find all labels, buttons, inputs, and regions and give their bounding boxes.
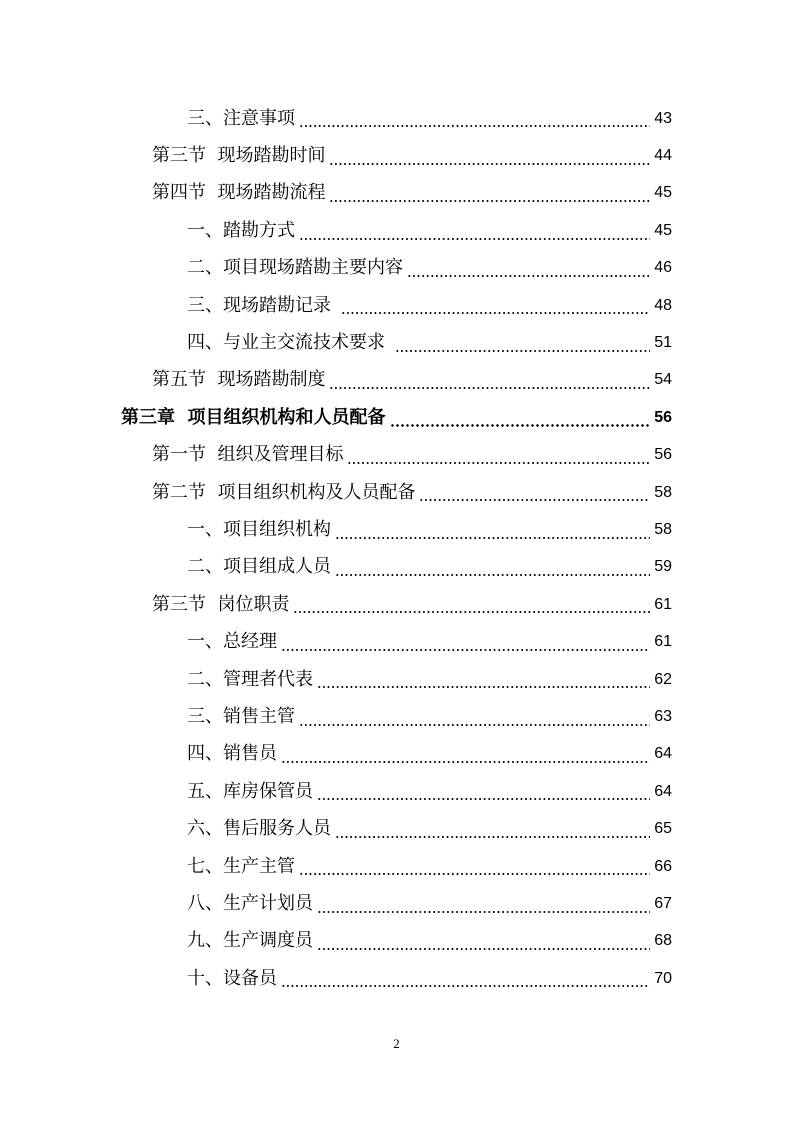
toc-entry-page: 68 bbox=[654, 932, 672, 950]
toc-entry-title: 第二节 项目组织机构及人员配备 bbox=[152, 481, 416, 503]
toc-entry[interactable] bbox=[0, 960, 793, 997]
dot-leader bbox=[281, 761, 650, 763]
dot-leader bbox=[419, 499, 650, 501]
toc-entry[interactable] bbox=[0, 661, 793, 698]
toc-entry-title: 八、生产计划员 bbox=[187, 892, 313, 914]
toc-entry-title: 第三章 项目组织机构和人员配备 bbox=[121, 406, 386, 428]
toc-entry[interactable] bbox=[0, 623, 793, 660]
toc-entry-page: 70 bbox=[654, 969, 672, 987]
page-number: 2 bbox=[393, 1036, 400, 1051]
toc-entry-page: 61 bbox=[654, 595, 672, 613]
toc-entry[interactable] bbox=[0, 885, 793, 922]
dot-leader bbox=[299, 724, 650, 726]
toc-entry-title: 七、生产主管 bbox=[187, 855, 295, 877]
dot-leader bbox=[407, 275, 650, 277]
dot-leader bbox=[335, 574, 650, 576]
dot-leader bbox=[317, 798, 650, 800]
toc-entry-page: 46 bbox=[654, 259, 672, 277]
toc-entry-page: 44 bbox=[654, 147, 672, 165]
toc-entry[interactable] bbox=[0, 549, 793, 586]
dot-leader bbox=[299, 125, 650, 127]
dot-leader bbox=[390, 424, 651, 427]
toc-entry-title: 第三节 岗位职责 bbox=[152, 593, 290, 615]
toc-entry[interactable] bbox=[0, 474, 793, 511]
dot-leader bbox=[329, 163, 650, 165]
toc-entry[interactable] bbox=[0, 698, 793, 735]
toc-entry-title: 二、项目组成人员 bbox=[187, 556, 331, 578]
toc-entry[interactable] bbox=[0, 923, 793, 960]
toc-entry-page: 56 bbox=[654, 446, 672, 464]
toc-entry[interactable] bbox=[0, 137, 793, 174]
dot-leader bbox=[281, 649, 650, 651]
toc-entry-title: 第五节 现场踏勘制度 bbox=[152, 369, 326, 391]
toc-entry[interactable] bbox=[0, 100, 793, 137]
toc-entry-page: 63 bbox=[654, 707, 672, 725]
toc-entry-page: 54 bbox=[654, 371, 672, 389]
dot-leader bbox=[281, 985, 650, 987]
dot-leader bbox=[395, 350, 650, 352]
toc-entry-title: 四、与业主交流技术要求 bbox=[187, 332, 391, 354]
toc-entry[interactable] bbox=[0, 773, 793, 810]
toc-entry-page: 64 bbox=[654, 782, 672, 800]
toc-entry-title: 第一节 组织及管理目标 bbox=[152, 444, 344, 466]
toc-entry[interactable] bbox=[0, 287, 793, 324]
toc-entry-title: 九、生产调度员 bbox=[187, 930, 313, 952]
toc-entry[interactable] bbox=[0, 511, 793, 548]
toc-entry-page: 64 bbox=[654, 745, 672, 763]
dot-leader bbox=[347, 462, 650, 464]
toc-entry-page: 65 bbox=[654, 820, 672, 838]
dot-leader bbox=[299, 238, 650, 240]
toc-entry-page: 58 bbox=[654, 483, 672, 501]
toc-entry[interactable] bbox=[0, 437, 793, 474]
toc-entry-title: 第三节 现场踏勘时间 bbox=[152, 145, 326, 167]
toc-entry-title: 三、现场踏勘记录 bbox=[187, 294, 337, 316]
dot-leader bbox=[341, 312, 650, 314]
toc-entry-title: 三、销售主管 bbox=[187, 705, 295, 727]
toc-chapter-entry[interactable] bbox=[0, 399, 793, 436]
toc-entry-page: 48 bbox=[654, 296, 672, 314]
toc-entry-title: 十、设备员 bbox=[187, 967, 277, 989]
toc-entry-page: 45 bbox=[654, 184, 672, 202]
dot-leader bbox=[317, 948, 650, 950]
toc-entry-title: 四、销售员 bbox=[187, 743, 277, 765]
dot-leader bbox=[329, 387, 650, 389]
toc-entry[interactable] bbox=[0, 586, 793, 623]
dot-leader bbox=[299, 873, 650, 875]
toc-entry-title: 五、库房保管员 bbox=[187, 780, 313, 802]
toc-entry-page: 62 bbox=[654, 670, 672, 688]
toc-entry[interactable] bbox=[0, 212, 793, 249]
toc-entry-title: 一、踏勘方式 bbox=[187, 219, 295, 241]
toc-entry[interactable] bbox=[0, 175, 793, 212]
toc-entry-page: 56 bbox=[654, 408, 672, 426]
toc-entry-page: 43 bbox=[654, 109, 672, 127]
dot-leader bbox=[335, 836, 650, 838]
toc-entry-page: 66 bbox=[654, 857, 672, 875]
toc-entry-page: 59 bbox=[654, 558, 672, 576]
dot-leader bbox=[317, 686, 650, 688]
dot-leader bbox=[329, 200, 650, 202]
toc-entry-title: 二、项目现场踏勘主要内容 bbox=[187, 257, 403, 279]
toc-entry-title: 一、项目组织机构 bbox=[187, 518, 331, 540]
toc-entry-title: 三、注意事项 bbox=[187, 107, 295, 129]
toc-entry[interactable] bbox=[0, 250, 793, 287]
toc-entry[interactable] bbox=[0, 848, 793, 885]
toc-entry-page: 45 bbox=[654, 221, 672, 239]
dot-leader bbox=[317, 911, 650, 913]
toc-entry[interactable] bbox=[0, 736, 793, 773]
toc-entry[interactable] bbox=[0, 810, 793, 847]
toc-entry-title: 第四节 现场踏勘流程 bbox=[152, 182, 326, 204]
toc-entry-page: 58 bbox=[654, 520, 672, 538]
dot-leader bbox=[293, 611, 650, 613]
dot-leader bbox=[335, 537, 650, 539]
toc-entry[interactable] bbox=[0, 362, 793, 399]
toc-entry-title: 二、管理者代表 bbox=[187, 668, 313, 690]
toc-entry-title: 一、总经理 bbox=[187, 631, 277, 653]
table-of-contents bbox=[0, 100, 793, 997]
toc-entry[interactable] bbox=[0, 324, 793, 361]
toc-entry-page: 51 bbox=[654, 334, 672, 352]
toc-entry-title: 六、售后服务人员 bbox=[187, 818, 331, 840]
toc-entry-page: 61 bbox=[654, 633, 672, 651]
toc-entry-page: 67 bbox=[654, 894, 672, 912]
